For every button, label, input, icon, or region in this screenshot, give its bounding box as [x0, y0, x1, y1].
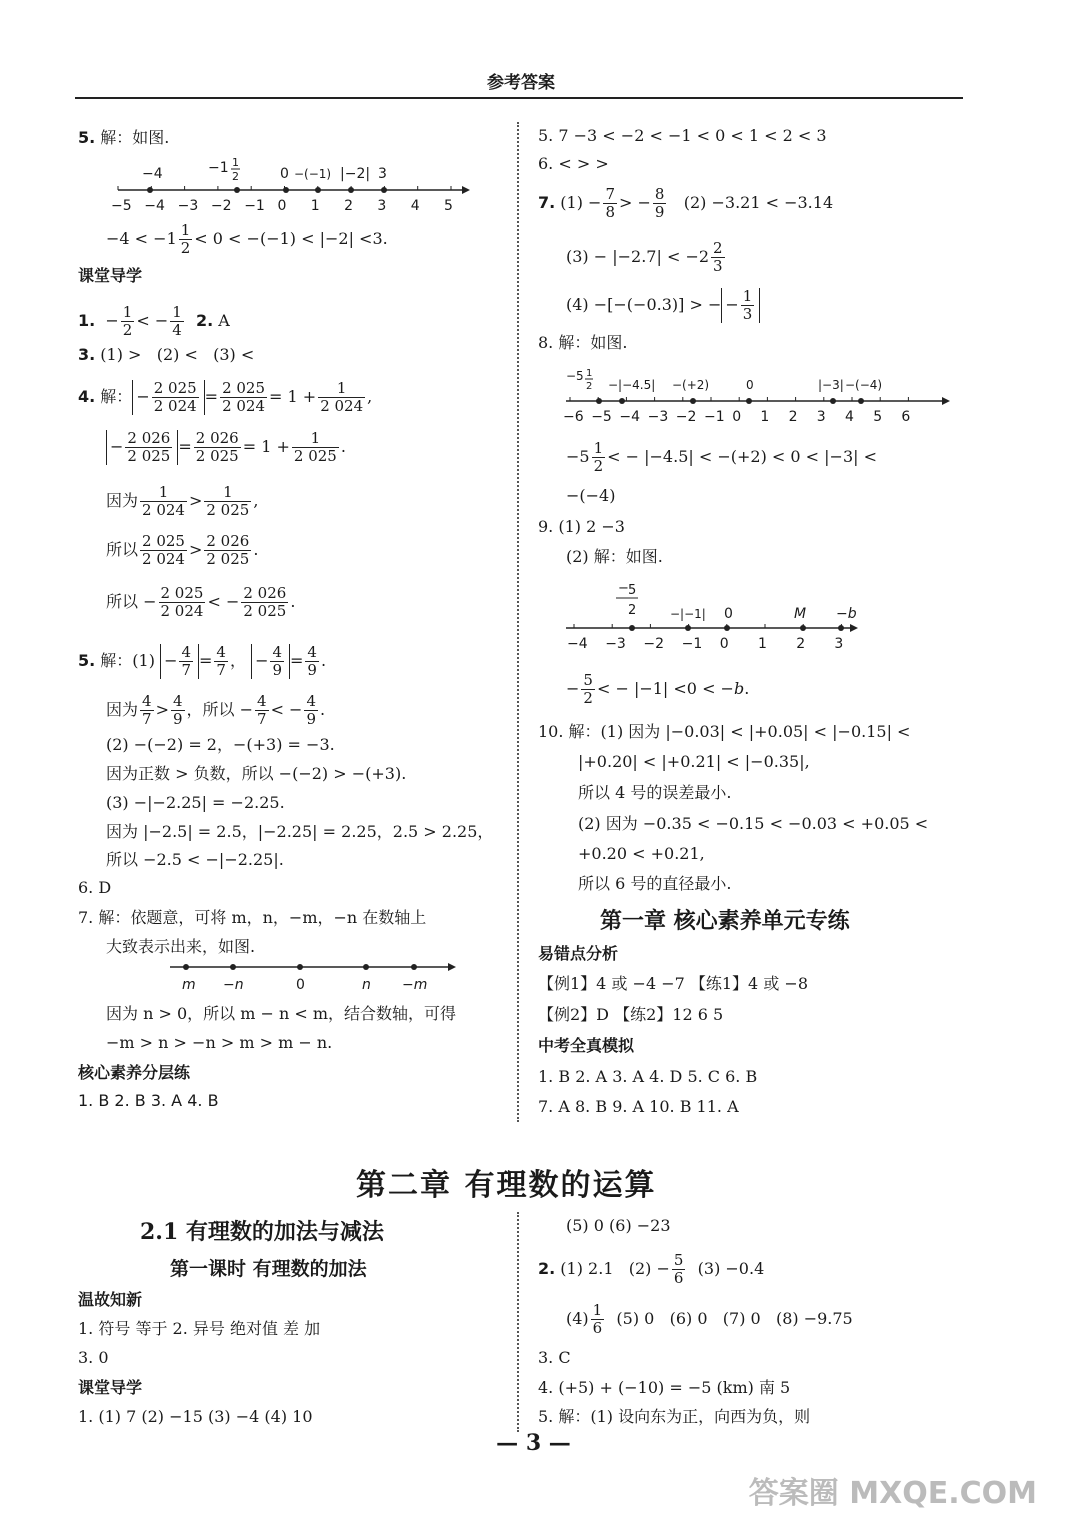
- r9a: 9. (1) 2 −3: [538, 517, 625, 536]
- tick-label: 3: [834, 636, 844, 652]
- svg-text:−5: −5: [566, 369, 584, 383]
- r9b: (2) 解：如图.: [566, 547, 663, 566]
- k7a: 7. 解：依题意，可将 m，n，−m，−n 在数轴上: [78, 908, 427, 927]
- svg-text:0: 0: [280, 166, 289, 182]
- tick-label: 1: [310, 198, 320, 214]
- svg-text:1: 1: [232, 156, 239, 169]
- header-rule: [75, 97, 963, 99]
- h1-answers: 1. B 2. B 3. A 4. B: [78, 1091, 219, 1110]
- svg-text:0: 0: [724, 606, 733, 622]
- r7c: (4) −[−(−0.3)] > − − $\frac{1}{3}$: [566, 288, 760, 323]
- r10b: |+0.20| < |+0.21| < |−0.35|,: [578, 752, 810, 771]
- r7b: (3) − |−2.7| < −2 $\frac{2}{3}$: [566, 239, 723, 275]
- tick-label: −3: [605, 636, 626, 652]
- z2: 7. A 8. B 9. A 10. B 11. A: [538, 1097, 739, 1116]
- tick-label: −2: [675, 409, 697, 425]
- r5: 5. 7 −3 < −2 < −1 < 0 < 1 < 2 < 3: [538, 126, 827, 145]
- k5b: 因为 $\frac{4}{7}$ > $\frac{4}{9}$ ，所以 − $\frac{4}{7}$ < − $\frac{4}{9}$ .: [106, 692, 326, 728]
- r10a: 10. 解：(1) 因为 |−0.03| < |+0.05| < |−0.15| <: [538, 722, 911, 741]
- tick-label: −4: [144, 198, 165, 214]
- svg-text:1: 1: [586, 368, 593, 379]
- k3: 3. (1) > (2) < (3) <: [78, 345, 255, 364]
- svg-text:−m: −m: [402, 977, 428, 993]
- tick-label: 0: [277, 198, 287, 214]
- k5a: 5. 解：(1) − $\frac{4}{7}$ = $\frac{4}{7}$ ， − $\frac{4}{9}$ = $\frac{4}{9}$ .: [78, 643, 327, 679]
- tick-label: 3: [377, 198, 387, 214]
- q5-text: 5. 解：如图.: [78, 128, 170, 147]
- svg-text:−|−4.5|: −|−4.5|: [608, 378, 656, 392]
- number-line-3: [560, 366, 960, 426]
- tick-label: −2: [210, 198, 232, 214]
- watermark-logo: 答案圈 MXQE.COM: [748, 1476, 1037, 1511]
- svg-text:|−2|: |−2|: [340, 166, 371, 182]
- tick-label: 2: [344, 198, 354, 214]
- page-number: — 3 —: [496, 1430, 571, 1456]
- svg-text:2: 2: [232, 170, 239, 183]
- y2: 【例2】D 【练2】12 6 5: [538, 1005, 724, 1024]
- chapter1-unit-title: 第一章 核心素养单元专练: [600, 908, 850, 934]
- r7a: 7. (1) − $\frac{7}{8}$ > − $\frac{8}{9}$ (2) −3.21 < −3.14: [538, 185, 834, 221]
- section-ketang: 课堂导学: [78, 266, 143, 285]
- tick-label: 5: [444, 198, 453, 214]
- ch2-rd: 3. C: [538, 1348, 571, 1367]
- number-line-2: [168, 955, 468, 995]
- tick-label: 4: [845, 409, 854, 425]
- section-yicuo: 易错点分析: [538, 944, 619, 963]
- w1: 1. 符号 等于 2. 异号 绝对值 差 加: [78, 1319, 321, 1338]
- k7b: 大致表示出来，如图.: [106, 937, 256, 956]
- tick-label: −3: [647, 409, 669, 425]
- tick-label: −6: [563, 409, 584, 425]
- section-zhongkao: 中考全真模拟: [538, 1036, 635, 1055]
- r8: 8. 解：如图.: [538, 333, 628, 352]
- svg-text:−1: −1: [208, 160, 229, 176]
- k1: 1. − $\frac{1}{2}$ < − $\frac{1}{4}$ 2. A: [78, 303, 230, 339]
- svg-text:−|−1|: −|−1|: [670, 607, 706, 621]
- k4c: 因为 $\frac{1}{2 024}$ > $\frac{1}{2 025}$ ,: [106, 483, 259, 519]
- z1: 1. B 2. A 3. A 4. D 5. C 6. B: [538, 1067, 758, 1086]
- svg-text:5: 5: [628, 583, 637, 598]
- svg-text:M: M: [794, 606, 807, 622]
- tick-label: 3: [816, 409, 826, 425]
- tick-label: −5: [111, 198, 132, 214]
- chapter2-title: 第二章 有理数的运算: [356, 1168, 657, 1203]
- svg-text:0: 0: [296, 977, 305, 993]
- k4e: 所以 − $\frac{2 025}{2 024}$ < − $\frac{2 026}{2 025}$ .: [106, 584, 296, 620]
- svg-text:|−3|: |−3|: [818, 378, 844, 392]
- tick-label: 1: [758, 636, 767, 652]
- tick-label: −1: [704, 409, 725, 425]
- k5c: (2) −(−2) = 2，−(+3) = −3.: [106, 735, 335, 754]
- number-line-1: [100, 152, 480, 222]
- ch2-ra: (5) 0 (6) −23: [566, 1216, 671, 1235]
- tick-label: 0: [719, 636, 729, 652]
- tick-label: −3: [177, 198, 199, 214]
- tick-label: 5: [873, 409, 883, 425]
- svg-text:2: 2: [586, 381, 593, 392]
- k6: 6. D: [78, 878, 112, 897]
- section-wengu: 温故知新: [78, 1290, 143, 1309]
- k5e: (3) −|−2.25| = −2.25.: [106, 793, 285, 812]
- tick-label: 2: [788, 409, 798, 425]
- k7c: 因为 n > 0，所以 m − n < m，结合数轴，可得: [106, 1004, 457, 1023]
- svg-text:0: 0: [746, 378, 754, 392]
- section-ketang-2: 课堂导学: [78, 1378, 143, 1397]
- y1: 【例1】4 或 −4 −7 【练1】4 或 −8: [538, 974, 808, 993]
- svg-text:−: −: [618, 581, 629, 596]
- k5f: 因为 |−2.5| = 2.5，|−2.25| = 2.25，2.5 > 2.25，: [106, 822, 494, 841]
- k5g: 所以 −2.5 < −|−2.25|.: [106, 850, 284, 869]
- r10f: 所以 6 号的直径最小.: [578, 874, 732, 893]
- section-hexin: 核心素养分层练: [78, 1063, 191, 1082]
- r10c: 所以 4 号的误差最小.: [578, 783, 732, 802]
- k4a: 4. 解： − $\frac{2 025}{2 024}$ = $\frac{2 025}{2 024}$ = 1 + $\frac{1}{2 024}$ ,: [78, 379, 373, 415]
- svg-text:2: 2: [628, 603, 637, 618]
- lesson-1-title: 第一课时 有理数的加法: [170, 1258, 367, 1280]
- svg-text:−(−4): −(−4): [845, 378, 883, 392]
- svg-text:n: n: [362, 977, 371, 993]
- tick-label: −5: [591, 409, 612, 425]
- page-header-title: 参考答案: [487, 73, 555, 93]
- tick-label: 1: [760, 409, 770, 425]
- ch2-rf: 5. 解：(1) 设向东为正，向西为负，则: [538, 1407, 811, 1426]
- number-line-4: [560, 578, 870, 654]
- k5d: 因为正数 > 负数，所以 −(−2) > −(+3).: [106, 764, 407, 783]
- svg-text:−b: −b: [836, 606, 857, 622]
- k4b: − $\frac{2 026}{2 025}$ = $\frac{2 026}{2 025}$ = 1 + $\frac{1}{2 025}$ .: [106, 430, 346, 465]
- svg-text:3: 3: [378, 166, 387, 182]
- r8b: −5 $\frac{1}{2}$ < − |−4.5| < −(+2) < 0 < |−3| <: [566, 439, 878, 475]
- r8c: −(−4): [566, 486, 616, 505]
- tick-label: 2: [796, 636, 806, 652]
- tick-label: −1: [244, 198, 265, 214]
- tick-label: −4: [567, 636, 588, 652]
- tick-label: 4: [410, 198, 420, 214]
- k4d: 所以 $\frac{2 025}{2 024}$ > $\frac{2 026}{2 025}$ .: [106, 532, 259, 568]
- tick-label: −2: [643, 636, 665, 652]
- tick-label: 0: [732, 409, 742, 425]
- column-divider: [517, 122, 519, 1122]
- q5-inequality: −4 < −1 $\frac{1}{2}$ < 0 < −(−1) < |−2| <3.: [106, 221, 388, 257]
- svg-text:−(−1): −(−1): [294, 167, 332, 181]
- w3: 3. 0: [78, 1348, 109, 1367]
- kd1: 1. (1) 7 (2) −15 (3) −4 (4) 10: [78, 1407, 313, 1426]
- ch2-re: 4. (+5) + (−10) = −5 (km) 南 5: [538, 1378, 791, 1397]
- ch2-rc: (4) $\frac{1}{6}$ (5) 0 (6) 0 (7) 0 (8) −9.75: [566, 1301, 853, 1337]
- svg-text:−n: −n: [223, 977, 244, 993]
- r6: 6. < > >: [538, 154, 609, 173]
- ch2-rb: 2. (1) 2.1 (2) − $\frac{5}{6}$ (3) −0.4: [538, 1251, 765, 1287]
- svg-text:−4: −4: [142, 166, 163, 182]
- k7d: −m > n > −n > m > m − n.: [106, 1033, 333, 1052]
- r9c: − $\frac{5}{2}$ < − |−1| <0 < −b.: [566, 671, 750, 707]
- section-2-1-title: 2.1 有理数的加法与减法: [140, 1219, 384, 1245]
- svg-text:−(+2): −(+2): [672, 378, 710, 392]
- r10d: (2) 因为 −0.35 < −0.15 < −0.03 < +0.05 <: [578, 814, 929, 833]
- tick-label: −1: [681, 636, 703, 652]
- tick-label: −4: [619, 409, 641, 425]
- column-divider-2: [517, 1212, 519, 1432]
- tick-label: 6: [901, 409, 911, 425]
- svg-text:m: m: [182, 977, 196, 993]
- r10e: +0.20 < +0.21,: [578, 844, 705, 863]
